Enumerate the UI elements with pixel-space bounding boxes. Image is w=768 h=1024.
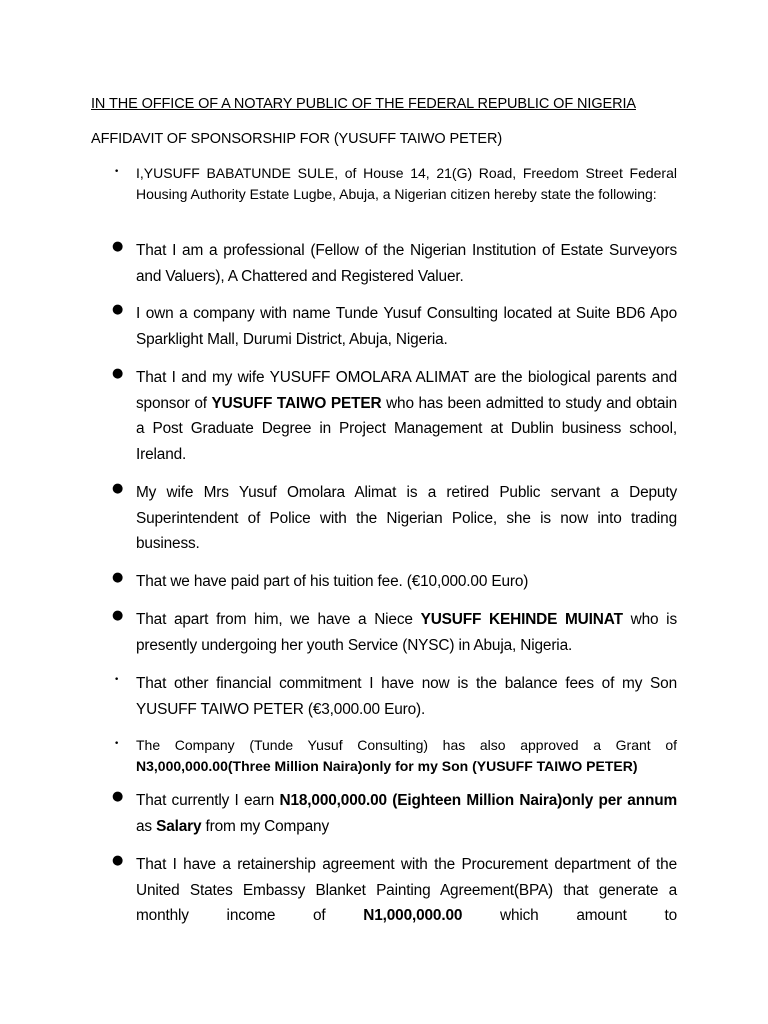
list-item-retainership bbox=[112, 852, 677, 929]
list-item-parents bbox=[112, 365, 677, 467]
bullet-icon: ● bbox=[112, 239, 124, 254]
document-heading: IN THE OFFICE OF A NOTARY PUBLIC OF THE FEDERAL REPUBLIC OF NIGERIA bbox=[91, 96, 636, 112]
list-item-balance bbox=[112, 671, 677, 722]
list-item-niece bbox=[112, 607, 677, 658]
salary-intro: That currently I earn bbox=[136, 792, 280, 809]
wife-text: My wife Mrs Yusuf Omolara Alimat is a retired Public servant a Deputy Superintendent of Police with the Nigerian Police, she is now into trading business. bbox=[136, 484, 677, 553]
bullet-icon: ● bbox=[112, 608, 124, 623]
list-item-profession bbox=[112, 238, 677, 289]
list-item-declarant bbox=[112, 163, 677, 205]
retainership-tail: which amount to bbox=[462, 907, 678, 925]
retainership-text: That I have a retainership agreement with the Procurement department of the United States Embassy Blanket Painting Agreement(BPA) that generate a monthly income of bbox=[136, 856, 677, 925]
bullet-icon: • bbox=[114, 167, 120, 177]
salary-source: from my Company bbox=[201, 817, 330, 835]
company-text: I own a company with name Tunde Yusuf Consulting located at Suite BD6 Apo Sparklight Mall, Durumi District, Abuja, Nigeria. bbox=[136, 305, 677, 348]
niece-service: who is presently undergoing her youth Service (NYSC) in Abuja, Nigeria. bbox=[136, 611, 677, 654]
bullet-icon: ● bbox=[112, 570, 124, 585]
parents-text: That I and my wife YUSUFF OMOLARA ALIMAT are the biological parents and sponsor of bbox=[136, 369, 677, 412]
bullet-icon: • bbox=[114, 675, 120, 685]
monthly-income-amount: N1,000,000.00 bbox=[363, 907, 463, 925]
bullet-icon: ● bbox=[112, 481, 124, 496]
niece-name: YUSUFF KEHINDE MUINAT bbox=[420, 611, 623, 628]
declarant-address: , of House 14, 21(G) Road, Freedom Street Federal Housing Authority Estate Lugbe, Abuja, a Nigerian citizen hereby state the following: bbox=[136, 165, 677, 202]
declarant-name: I,YUSUFF BABATUNDE SULE bbox=[136, 165, 335, 181]
bullet-icon: ● bbox=[112, 302, 124, 317]
admission-text: who has been admitted to study and obtain a Post Graduate Degree in Project Management at Dublin business school, Ireland. bbox=[136, 394, 677, 463]
bullet-icon: ● bbox=[112, 366, 124, 381]
bullet-icon: ● bbox=[112, 789, 124, 804]
grant-amount: N3,000,000.00(Three Million Naira)only for my Son (YUSUFF TAIWO PETER) bbox=[136, 758, 638, 774]
niece-intro: That apart from him, we have a Niece bbox=[136, 611, 421, 628]
list-item-wife bbox=[112, 480, 677, 557]
bullet-icon: • bbox=[114, 739, 120, 749]
affidavit-title: AFFIDAVIT OF SPONSORSHIP FOR (YUSUFF TAIWO PETER) bbox=[91, 131, 503, 147]
list-item-tuition bbox=[112, 569, 677, 595]
list-item-grant bbox=[112, 735, 677, 777]
profession-text: That I am a professional (Fellow of the Nigerian Institution of Estate Surveyors and Valuers), A Chattered and Registered Valuer. bbox=[136, 242, 677, 285]
list-item-company bbox=[112, 301, 677, 352]
grant-text: The Company (Tunde Yusuf Consulting) has also approved a Grant of bbox=[136, 737, 677, 753]
bullet-icon: ● bbox=[112, 853, 124, 868]
balance-text: That other financial commitment I have now is the balance fees of my Son YUSUFF TAIWO PETER (€3,000.00 Euro). bbox=[136, 675, 677, 718]
tuition-text: That we have paid part of his tuition fee. (€10,000.00 Euro) bbox=[136, 573, 529, 590]
salary-amount: N18,000,000.00 (Eighteen Million Naira)only per annum bbox=[279, 792, 677, 809]
student-name: YUSUFF TAIWO PETER bbox=[211, 394, 382, 412]
salary-label: Salary bbox=[156, 817, 202, 835]
list-item-salary: ● That currently I earn N18,000,000.00 (Eighteen Million Naira)only per annum as Salary from my Company bbox=[112, 789, 677, 835]
